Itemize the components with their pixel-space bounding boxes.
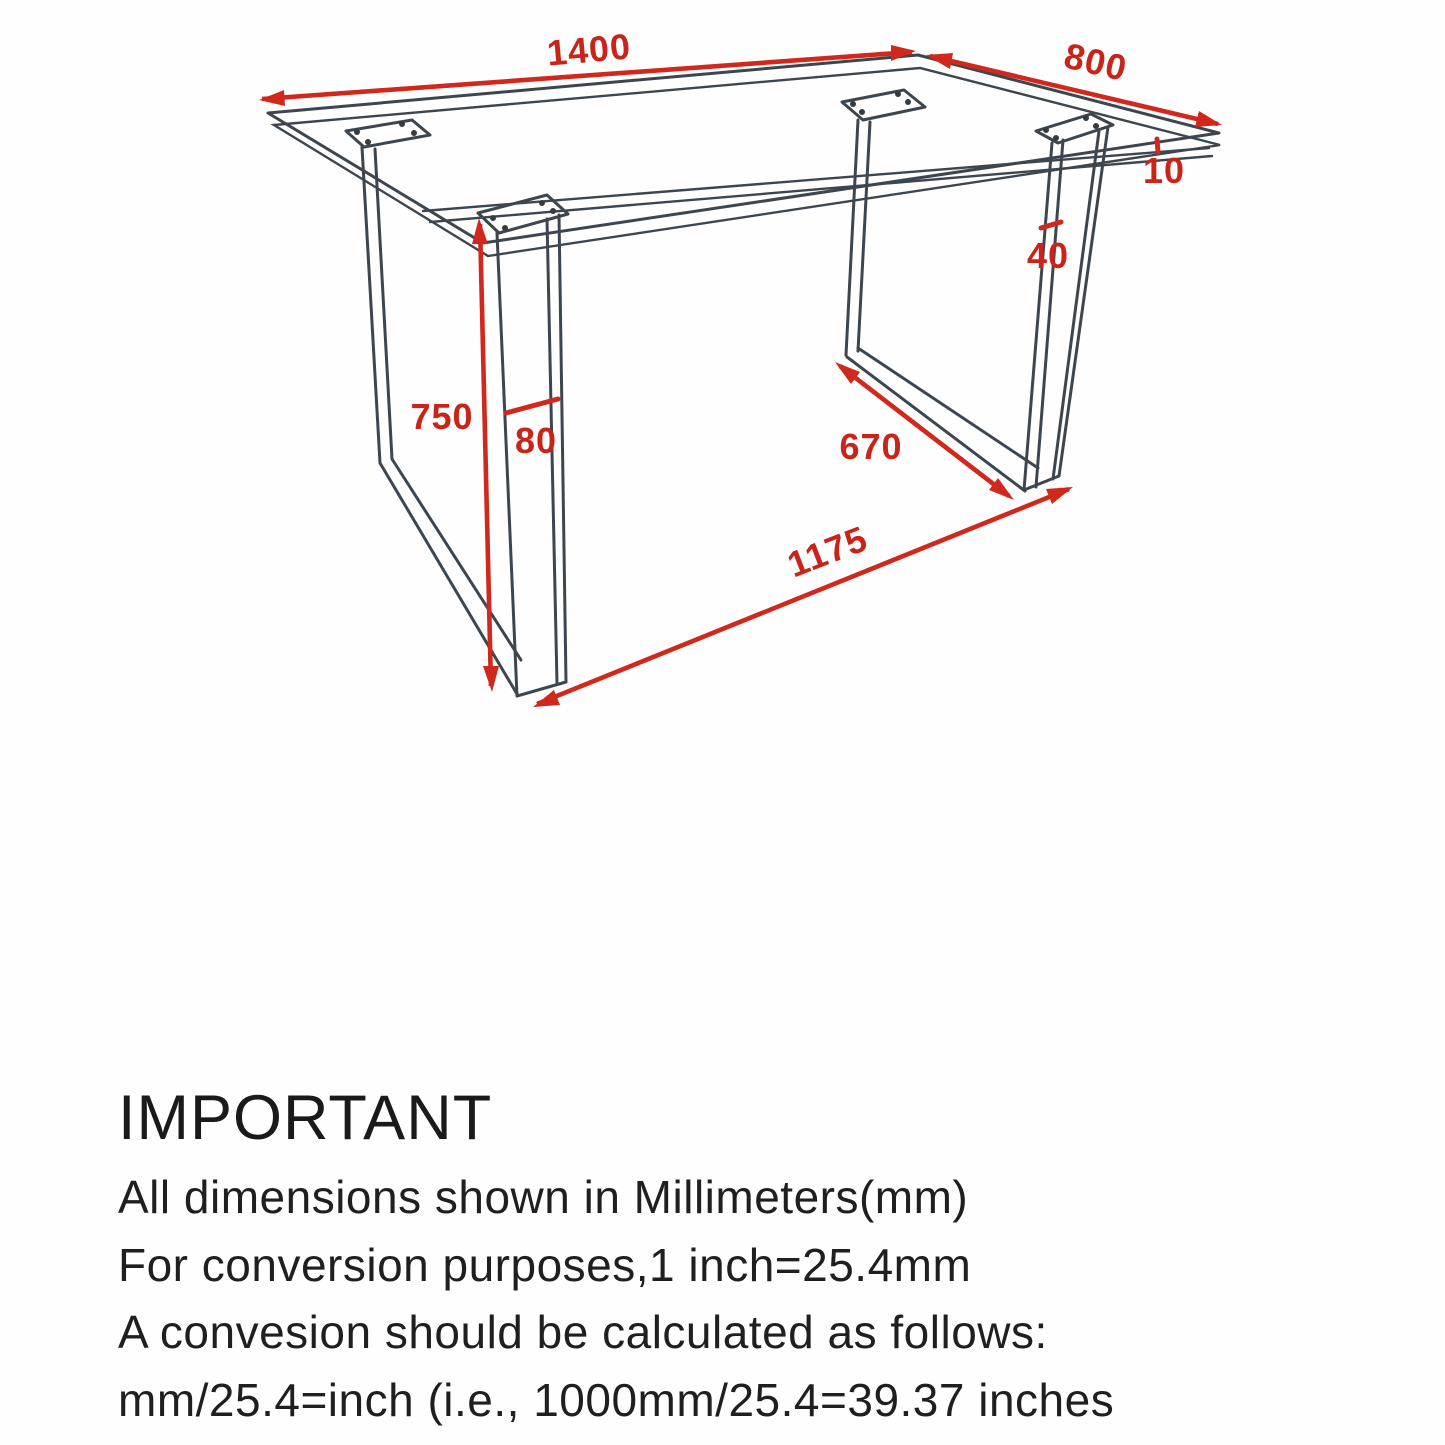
glass-tabletop [268,55,1220,256]
arrowhead-upright-icon [1046,487,1073,504]
screw-dot [399,121,405,127]
arrowhead-downleft-icon [533,690,560,707]
screw-dot [859,109,865,115]
dimension-40-tick [1041,222,1061,228]
screw-dot [850,101,856,107]
note-line-conversion-example: mm/25.4=inch (i.e., 1000mm/25.4=39.37 inches [118,1374,1115,1426]
dimension-750 [410,218,499,692]
screw-dot [905,99,911,105]
screw-dot [490,215,496,221]
arrowhead-right-icon [1195,111,1222,127]
screw-dot [550,208,556,214]
right-leg-front-post [1024,127,1108,490]
note-line-dimensions-unit: All dimensions shown in Millimeters(mm) [118,1171,969,1223]
dimension-annotations [259,25,1222,707]
arrowhead-down-icon [483,666,499,692]
arrowhead-right-icon [891,45,916,61]
screw-dot [354,129,360,135]
dimension-1175-arrow [537,489,1069,704]
dimension-40 [1027,222,1069,276]
dimension-670-label: 670 [839,426,903,467]
right-leg-back-post [846,120,870,355]
screw-dot [502,225,508,231]
dimension-80-label: 80 [514,420,558,461]
note-line-conversion-factor: For conversion purposes,1 inch=25.4mm [118,1239,972,1291]
left-leg-foot [380,459,521,694]
screw-dot [365,139,371,145]
right-leg-foot [847,348,1038,491]
dimension-10-label: 10 [1142,150,1186,191]
screw-dot [1043,127,1049,133]
dimension-1400-label: 1400 [545,25,633,74]
screw-dot [1053,135,1059,141]
dimension-670 [835,362,1014,500]
dimension-40-label: 40 [1026,235,1070,276]
dimension-1175 [533,487,1073,707]
screw-dot [539,200,545,206]
dimension-1400 [259,25,916,106]
dimension-800-label: 800 [1060,34,1132,89]
dimension-750-arrow [480,224,491,686]
dimension-10 [1143,139,1185,191]
arrowhead-left-icon [926,53,953,69]
screw-dot [411,130,417,136]
screw-dot [895,91,901,97]
screw-dot [1093,123,1099,129]
screw-dot [1083,115,1089,121]
notes-heading: IMPORTANT [118,1083,493,1153]
dimension-750-label: 750 [410,396,474,437]
dimension-1175-label: 1175 [781,517,874,586]
note-line-conversion-rule: A convesion should be calculated as follows: [118,1306,1048,1358]
